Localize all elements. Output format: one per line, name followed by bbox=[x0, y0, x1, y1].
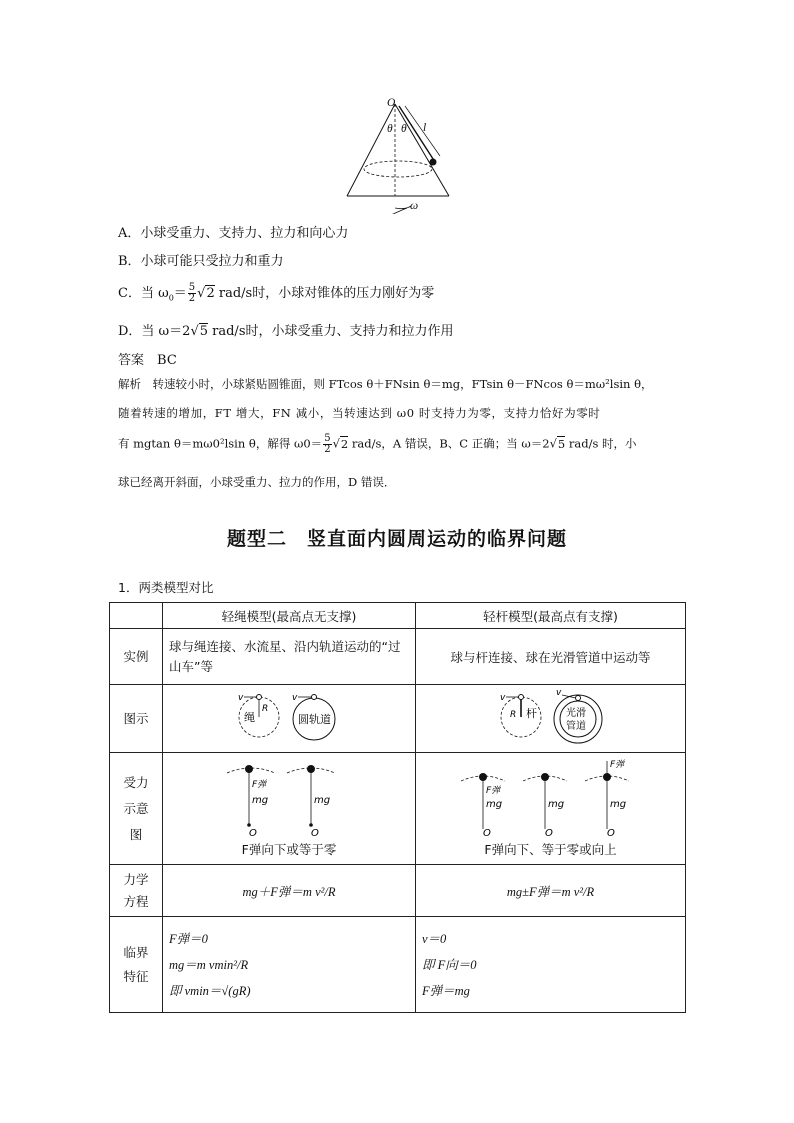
force-rope bbox=[163, 753, 416, 865]
equation-rod: mg±F弹＝m v²/R bbox=[416, 865, 686, 917]
rod-pipe-diagram bbox=[486, 687, 616, 747]
figure-rope bbox=[163, 685, 416, 753]
row-label-figure: 图示 bbox=[110, 685, 163, 753]
model-comparison-table bbox=[109, 602, 686, 1013]
svg-text:R: R bbox=[262, 704, 269, 714]
critical-rod: v＝0 即 F向＝0 F弹＝mg bbox=[416, 917, 686, 1013]
rope-force-diagram bbox=[219, 759, 359, 837]
svg-text:F弹: F弹 bbox=[252, 780, 267, 790]
row-label-force: 受力示意图 bbox=[110, 753, 163, 865]
option-a: A．小球受重力、支持力、拉力和向心力 bbox=[118, 226, 349, 241]
svg-text:v: v bbox=[292, 693, 298, 703]
svg-text:R: R bbox=[509, 710, 516, 720]
cone-figure bbox=[335, 96, 465, 214]
svg-text:O: O bbox=[249, 828, 257, 837]
svg-text:绳: 绳 bbox=[244, 711, 255, 724]
svg-text:v: v bbox=[238, 693, 244, 703]
force-rod bbox=[416, 753, 686, 865]
svg-text:mg: mg bbox=[547, 799, 564, 810]
svg-text:mg: mg bbox=[252, 795, 269, 806]
row-label-critical: 临界特征 bbox=[110, 917, 163, 1013]
table-corner bbox=[110, 603, 163, 629]
example-rod: 球与杆连接、球在光滑管道中运动等 bbox=[416, 629, 686, 685]
force-caption-rope: F弹向下或等于零 bbox=[241, 842, 337, 857]
svg-text:光滑: 光滑 bbox=[565, 708, 586, 719]
rope-track-diagram bbox=[224, 687, 354, 747]
row-label-example: 实例 bbox=[110, 629, 163, 685]
label-O: O bbox=[387, 97, 396, 109]
section-title: 题型二 竖直面内圆周运动的临界问题 bbox=[226, 528, 567, 550]
svg-text:O: O bbox=[482, 828, 491, 837]
equation-rope: mg＋F弹＝m v²/R bbox=[163, 865, 416, 917]
row-label-equation: 力学方程 bbox=[110, 865, 163, 917]
svg-text:F弹: F弹 bbox=[609, 760, 624, 770]
svg-text:v: v bbox=[499, 693, 505, 703]
svg-text:O: O bbox=[311, 828, 319, 837]
svg-text:圆轨道: 圆轨道 bbox=[298, 713, 331, 726]
example-rope: 球与绳连接、水流星、沿内轨道运动的“过山车”等 bbox=[163, 629, 416, 685]
critical-rope: F弹＝0 mg＝m vmin²/R 即 vmin＝√(gR) bbox=[163, 917, 416, 1013]
option-b: B．小球可能只受拉力和重力 bbox=[118, 254, 284, 269]
label-l: l bbox=[423, 122, 427, 134]
svg-text:O: O bbox=[544, 828, 553, 837]
analysis-line-4: 球已经离开斜面，小球受重力、拉力的作用，D 错误． bbox=[118, 475, 396, 489]
label-theta-right: θ bbox=[401, 123, 407, 135]
svg-text:mg: mg bbox=[609, 799, 626, 810]
analysis-line-2: 随着转速的增加，FT 增大，FN 减小，当转速达到 ω0 时支持力为零，支持力恰好为零时 bbox=[118, 406, 601, 420]
label-theta-left: θ bbox=[387, 123, 393, 135]
svg-text:mg: mg bbox=[314, 795, 331, 806]
rod-force-diagram bbox=[451, 759, 651, 837]
answer: 答案 BC bbox=[118, 353, 177, 368]
ball bbox=[430, 159, 437, 166]
figure-rod bbox=[416, 685, 686, 753]
header-rope-model: 轻绳模型(最高点无支撑) bbox=[163, 603, 416, 629]
svg-text:mg: mg bbox=[485, 799, 502, 810]
header-rod-model: 轻杆模型(最高点有支撑) bbox=[416, 603, 686, 629]
option-c: C．当 $\omega_0=$ $\frac{5}{2}$ √2 rad/s时，小球对锥体的压力刚好为零 bbox=[118, 282, 435, 304]
subheading: 1．两类模型对比 bbox=[118, 580, 214, 595]
svg-text:O: O bbox=[606, 828, 615, 837]
analysis-line-3: 有 mgtan θ＝mω0²lsin θ，解得 ω0＝ $\frac{5}{2}$ √2 rad/s，A 错误，B、C 正确；当 ω＝2√5 rad/s 时，小 bbox=[118, 433, 637, 455]
analysis-line-1: 解析 转速较小时，小球紧贴圆锥面，则 FTcos θ＋FNsin θ＝mg，FTsin θ－FNcos θ＝mω²lsin θ， bbox=[118, 377, 653, 391]
svg-text:F弹: F弹 bbox=[485, 786, 500, 796]
force-caption-rod: F弹向下、等于零或向上 bbox=[484, 842, 617, 857]
svg-text:管道: 管道 bbox=[565, 721, 586, 732]
svg-text:杆: 杆 bbox=[525, 707, 537, 720]
svg-text:v: v bbox=[555, 688, 561, 698]
option-d: D．当 ω＝2√5 rad/s时，小球受重力、支持力和拉力作用 bbox=[118, 324, 454, 339]
label-omega: ω bbox=[410, 200, 419, 212]
